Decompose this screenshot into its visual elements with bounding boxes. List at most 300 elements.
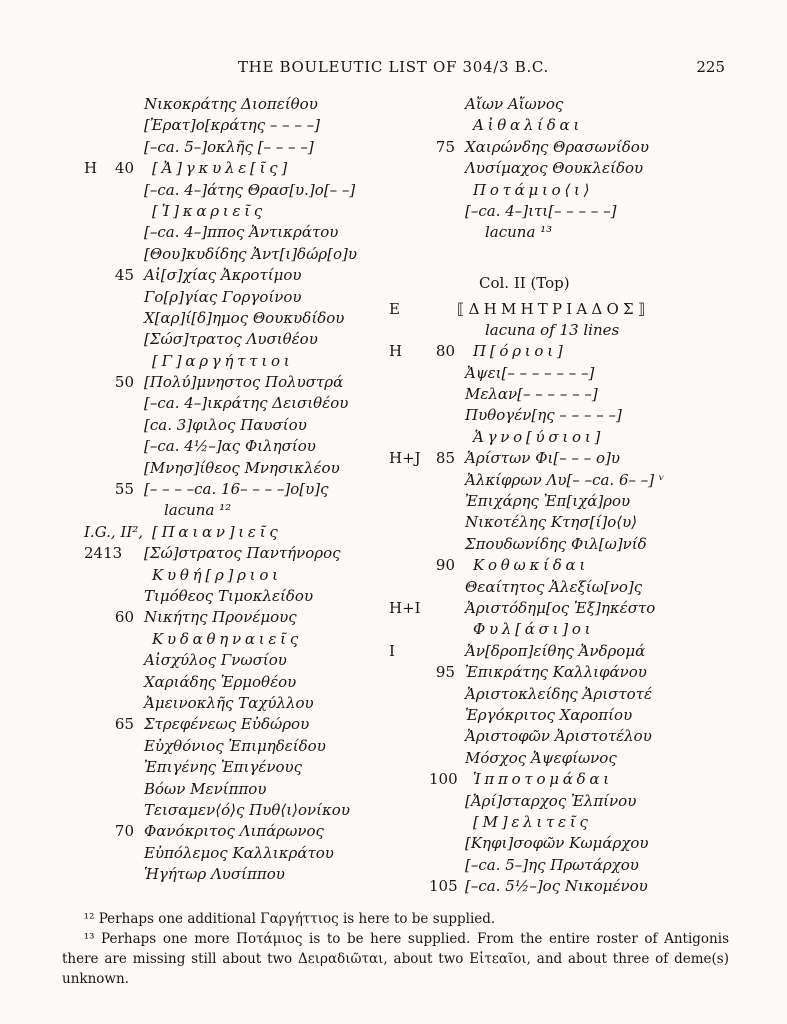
- margin-label: [385, 769, 429, 790]
- margin-label: [385, 684, 429, 705]
- entry-text: [Σώσ]τρατος Λυσιθέου: [144, 330, 318, 349]
- entry-row: [385, 405, 765, 426]
- lacuna-row: [385, 320, 765, 341]
- column-i: [60, 94, 385, 897]
- line-number: [108, 843, 134, 864]
- margin-label: [385, 512, 429, 533]
- entry-text: [Σώ]στρατος Παντήνορος: [144, 544, 341, 563]
- entry-row: [385, 662, 765, 683]
- entry-text: Σπουδωνίδης Φιλ[ω]νίδ: [465, 534, 647, 553]
- deme-heading: Κοθωκίδαι: [473, 556, 590, 575]
- line-number: [429, 180, 455, 201]
- entry-row: [60, 244, 385, 265]
- entry-text: Αἴων Αἴωνος: [465, 95, 564, 113]
- deme-heading-row: [60, 522, 385, 543]
- margin-label: [60, 244, 108, 265]
- line-number: 55: [114, 480, 134, 499]
- entry-text: [ca. 3]φιλος Παυσίου: [144, 415, 307, 434]
- line-number: [429, 512, 455, 533]
- line-number: [108, 115, 134, 136]
- entry-text: [–ca. 5–]οκλῆς [– – – –]: [144, 137, 314, 156]
- margin-label: [60, 736, 108, 757]
- deme-heading: Κυθή[ρ]ριοι: [152, 565, 282, 584]
- entry-text: Ἐργόκριτος Χαροπίου: [465, 705, 633, 724]
- entry-text: Ἀριστοφῶν Ἀριστοτέλου: [465, 727, 652, 746]
- line-number: [108, 415, 134, 436]
- line-number: [108, 436, 134, 457]
- entry-row: [385, 363, 765, 384]
- entry-row: [60, 329, 385, 350]
- line-number: [108, 458, 134, 479]
- entry-text: [Θου]κυδίδης Ἀντ[ι]δώρ[ο]υ: [144, 244, 357, 263]
- margin-label: [385, 470, 429, 491]
- margin-label: [385, 662, 429, 683]
- margin-label: [385, 748, 429, 769]
- entry-text: [Πολύ]μνηστος Πολυστρά: [144, 373, 344, 392]
- entry-text: Ἐπικράτης Καλλιφάνου: [465, 663, 647, 682]
- line-number: [429, 470, 455, 491]
- margin-label: [60, 479, 108, 500]
- line-number: [108, 864, 134, 885]
- column-heading: Col. II (Top): [479, 274, 570, 293]
- entry-row: [385, 201, 765, 222]
- entry-row: [385, 641, 765, 662]
- entry-row: [385, 684, 765, 705]
- line-number: [429, 812, 455, 833]
- entry-row: [385, 726, 765, 747]
- entry-text: Ἀρίστων Φι[– – – ο]υ: [465, 449, 621, 468]
- line-number: [429, 598, 455, 619]
- line-number: [429, 405, 455, 426]
- entry-text: [–ca. 5½–]ος Νικομένου: [465, 877, 648, 896]
- entry-row: [385, 598, 765, 619]
- entry-row: [60, 479, 385, 500]
- entry-text: Εὐχθόνιος Ἐπιμηδείδου: [144, 736, 326, 755]
- margin-label: [385, 791, 429, 812]
- margin-label: [385, 94, 429, 115]
- entry-text: [Μνησ]ίθεος Μνησικλέου: [144, 458, 340, 477]
- entry-text: [–ca. 4–]άτης Θρασ[υ.]ο[– –]: [144, 180, 356, 199]
- entry-row: [60, 843, 385, 864]
- line-number: [429, 299, 455, 320]
- blank-row: [385, 244, 765, 265]
- margin-label: [385, 222, 429, 243]
- footnotes: [0, 897, 787, 989]
- margin-label: [385, 384, 429, 405]
- entry-row: [60, 586, 385, 607]
- line-number: [108, 94, 134, 115]
- entry-text: Αἰσχύλος Γνωσίου: [144, 651, 287, 670]
- margin-label: [385, 320, 429, 341]
- line-number: [108, 757, 134, 778]
- margin-label: [385, 705, 429, 726]
- entry-text: Ἡγήτωρ Λυσίππου: [144, 865, 285, 884]
- margin-label: [385, 534, 429, 555]
- margin-label: [60, 800, 108, 821]
- entry-text: Ἀν[δροπ]είθης Ἀνδρομά: [465, 641, 646, 660]
- entry-row: [60, 607, 385, 628]
- entry-text: [Ἐρατ]ο[κράτης – – – –]: [144, 116, 321, 135]
- entry-text: Ἀψει[– – – – – – –]: [465, 363, 595, 382]
- article-running-title: THE BOULEUTIC LIST OF 304/3 B.C.: [237, 58, 550, 76]
- deme-heading: Φυλ[άσι]οι: [473, 620, 595, 639]
- line-number: [429, 201, 455, 222]
- line-number: 85: [435, 449, 455, 468]
- margin-label: [60, 436, 108, 457]
- entry-text: Τιμόθεος Τιμοκλείδου: [144, 586, 314, 605]
- margin-label: [60, 843, 108, 864]
- margin-label: H: [389, 342, 403, 361]
- entry-row: [385, 534, 765, 555]
- margin-label: I: [389, 641, 395, 660]
- entry-row: [60, 714, 385, 735]
- deme-heading: [Γ]αργήττιοι: [152, 351, 294, 370]
- entry-text: Χαριάδης Ἑρμοθέου: [144, 672, 297, 691]
- margin-label: [60, 586, 108, 607]
- entry-text: Αἰ[σ]χίας Ἀκροτίμου: [144, 266, 302, 285]
- line-number: [108, 222, 134, 243]
- entry-text: [–ca. 4½–]ας Φιλησίου: [144, 437, 316, 456]
- line-number: 70: [114, 822, 134, 841]
- entry-row: [385, 491, 765, 512]
- margin-label: [385, 427, 429, 448]
- line-number: 65: [114, 715, 134, 734]
- line-number: [108, 137, 134, 158]
- line-number: [429, 273, 455, 294]
- deme-heading-row: [385, 341, 765, 362]
- column-heading-row: [385, 273, 765, 294]
- margin-label: [385, 833, 429, 854]
- entry-text: Τεισαμεν⟨ό⟩ς Πυθ⟨ι⟩ονίκου: [144, 800, 350, 819]
- margin-label: E: [389, 299, 400, 318]
- line-number: 90: [435, 556, 455, 575]
- lacuna-note: lacuna of 13 lines: [485, 320, 620, 339]
- entry-text: Λυσίμαχος Θουκλείδου: [465, 159, 644, 178]
- margin-label: [385, 244, 429, 265]
- margin-label: [60, 201, 108, 222]
- entry-row: [60, 287, 385, 308]
- entry-text: Ἀλκίφρων Λυ[– –ca. 6– –] ᵛ: [465, 470, 665, 489]
- line-number: [429, 427, 455, 448]
- entry-text: Νικοτέλης Κτησ[ί]ο⟨υ⟩: [465, 513, 638, 532]
- column-ii: [385, 94, 765, 897]
- line-number: [108, 736, 134, 757]
- deme-heading: [Ἰ]καριεῖς: [152, 201, 267, 220]
- line-number: 50: [114, 373, 134, 392]
- entry-text: Βόων Μενίππου: [144, 779, 267, 798]
- entry-text: [–ca. 4–]ιτι[– – – – –]: [465, 201, 617, 220]
- entry-row: [60, 137, 385, 158]
- entry-row: [385, 705, 765, 726]
- margin-label: [60, 629, 108, 650]
- margin-label: [60, 308, 108, 329]
- entry-text: [–ca. 4–]ππος Ἀντικράτου: [144, 223, 339, 242]
- line-number: [429, 363, 455, 384]
- deme-heading: Ποτάμιο⟨ι⟩: [473, 180, 594, 199]
- margin-label: [60, 864, 108, 885]
- lacuna-note: lacuna ¹³: [485, 223, 553, 242]
- line-number: [429, 115, 455, 136]
- line-number: [108, 693, 134, 714]
- line-number: [429, 641, 455, 662]
- entry-row: [60, 458, 385, 479]
- entry-row: [60, 180, 385, 201]
- margin-label: [60, 137, 108, 158]
- entry-row: [60, 779, 385, 800]
- line-number: [108, 287, 134, 308]
- margin-label: [385, 491, 429, 512]
- margin-label: [385, 201, 429, 222]
- margin-label: [60, 500, 108, 521]
- margin-label: [60, 393, 108, 414]
- entry-text: Ἀριστόδημ[ος Ἐξ]ηκέστο: [465, 598, 656, 617]
- margin-label: [385, 812, 429, 833]
- entry-text: Μελαν[– – – – – –]: [465, 385, 598, 404]
- deme-heading-row: [385, 555, 765, 576]
- margin-label: H: [84, 159, 98, 178]
- entry-row: [385, 94, 765, 115]
- entry-row: [385, 384, 765, 405]
- entry-text: Ἐπιχάρης Ἐπ[ιχά]ρου: [465, 492, 631, 511]
- deme-heading: Αἰθαλίδαι: [473, 116, 584, 135]
- line-number: 40: [114, 159, 134, 178]
- erased-tribe-name: ⟦ΔΗΜΗΤΡΙΑΔΟΣ⟧: [457, 299, 650, 318]
- line-number: [108, 244, 134, 265]
- entry-text: Μόσχος Ἀψεφίωνος: [465, 748, 617, 767]
- entry-row: [385, 791, 765, 812]
- deme-heading-row: [385, 115, 765, 136]
- deme-heading-row: [60, 351, 385, 372]
- line-number: [429, 684, 455, 705]
- margin-label: [60, 650, 108, 671]
- margin-label: [385, 273, 429, 294]
- line-number: [429, 320, 455, 341]
- line-number: [429, 619, 455, 640]
- deme-heading-row: [60, 201, 385, 222]
- entry-text: Φανόκριτος Λιπάρωνος: [144, 822, 324, 841]
- margin-label: [60, 180, 108, 201]
- line-number: [429, 577, 455, 598]
- entry-text: Ἀριστοκλείδης Ἀριστοτέ: [465, 684, 653, 703]
- entry-row: [60, 821, 385, 842]
- deme-heading: [Ἀ]γκυλε[ῖς]: [152, 159, 291, 178]
- lacuna-row: [60, 500, 385, 521]
- line-number: 75: [435, 137, 455, 156]
- inscription-columns: [0, 94, 787, 897]
- margin-label: [385, 158, 429, 179]
- entry-row: [60, 308, 385, 329]
- lacuna-note: lacuna ¹²: [164, 501, 232, 520]
- line-number: [429, 222, 455, 243]
- line-number: 45: [114, 266, 134, 285]
- line-number: 100: [429, 770, 458, 789]
- entry-row: [60, 372, 385, 393]
- entry-row: [385, 748, 765, 769]
- entry-row: [60, 864, 385, 885]
- footnote: ¹³ Perhaps one more Ποτάμιος is to be here supplied. From the entire roster of Antigonis there are missing still about two Δειραδιῶται, about two Εἰτεαῖοι, and about three of deme(s) unknown.: [62, 931, 729, 988]
- line-number: [429, 491, 455, 512]
- entry-text: Γο[ρ]γίας Γοργοίνου: [144, 287, 302, 306]
- entry-text: [– – – –ca. 16– – – –]ο[υ]ς: [144, 480, 329, 499]
- page-header: [0, 0, 787, 77]
- line-number: 95: [435, 663, 455, 682]
- entry-row: [60, 800, 385, 821]
- entry-row: [385, 512, 765, 533]
- line-number: [108, 565, 134, 586]
- entry-text: [–ca. 4–]ικράτης Δεισιθέου: [144, 394, 349, 413]
- margin-label: [60, 329, 108, 350]
- line-number: [108, 543, 134, 564]
- entry-row: [60, 265, 385, 286]
- margin-label: [60, 779, 108, 800]
- line-number: [108, 522, 134, 543]
- margin-label: [60, 351, 108, 372]
- line-number: [429, 726, 455, 747]
- entry-row: [385, 876, 765, 897]
- entry-row: [385, 158, 765, 179]
- margin-label: [60, 265, 108, 286]
- entry-row: [60, 650, 385, 671]
- line-number: 105: [429, 877, 458, 896]
- margin-label: [60, 821, 108, 842]
- margin-label: [385, 555, 429, 576]
- margin-label: [385, 137, 429, 158]
- entry-text: Εὐπόλεμος Καλλικράτου: [144, 843, 334, 862]
- entry-row: [385, 470, 765, 491]
- line-number: [108, 650, 134, 671]
- line-number: [108, 308, 134, 329]
- margin-label: [385, 577, 429, 598]
- line-number: [108, 500, 134, 521]
- line-number: [429, 384, 455, 405]
- line-number: 80: [435, 342, 455, 361]
- margin-label: [60, 94, 108, 115]
- entry-row: [60, 222, 385, 243]
- margin-label: [60, 372, 108, 393]
- margin-label: [60, 672, 108, 693]
- margin-label: [60, 693, 108, 714]
- entry-text: Ἀμεινοκλῆς Ταχύλλου: [144, 693, 314, 712]
- deme-heading: Ἱπποτομάδαι: [473, 770, 613, 789]
- margin-label: [385, 180, 429, 201]
- line-number: [429, 833, 455, 854]
- margin-label: I.G., II²,: [84, 522, 144, 541]
- margin-label: [60, 757, 108, 778]
- entry-row: [385, 833, 765, 854]
- margin-label: [385, 363, 429, 384]
- entry-row: [60, 693, 385, 714]
- line-number: [108, 180, 134, 201]
- entry-row: [60, 757, 385, 778]
- entry-row: [385, 577, 765, 598]
- deme-heading-row: [385, 812, 765, 833]
- entry-row: [60, 94, 385, 115]
- margin-label: [60, 415, 108, 436]
- entry-row: [385, 448, 765, 469]
- line-number: [429, 534, 455, 555]
- margin-label: [60, 222, 108, 243]
- erased-tribe-row: [385, 299, 765, 320]
- entry-row: [60, 115, 385, 136]
- entry-row: [60, 736, 385, 757]
- line-number: [429, 158, 455, 179]
- margin-label: [385, 876, 429, 897]
- entry-row: [60, 436, 385, 457]
- margin-label: [60, 115, 108, 136]
- deme-heading-row: [385, 427, 765, 448]
- page-number: 225: [696, 58, 725, 76]
- margin-label: [385, 619, 429, 640]
- entry-text: Στρεφένεως Εὐδώρου: [144, 715, 310, 734]
- line-number: [108, 779, 134, 800]
- line-number: [108, 393, 134, 414]
- line-number: [108, 672, 134, 693]
- line-number: [108, 629, 134, 650]
- margin-label: H+J: [389, 449, 421, 468]
- entry-text: Χαιρώνδης Θρασωνίδου: [465, 137, 649, 156]
- entry-row: [60, 415, 385, 436]
- deme-heading-row: [60, 158, 385, 179]
- entry-text: Πυθογέν[ης – – – – –]: [465, 406, 622, 425]
- deme-heading: Κυδαθηναιεῖς: [152, 629, 302, 648]
- line-number: [108, 800, 134, 821]
- line-number: [429, 748, 455, 769]
- deme-heading: [Μ]ελιτεῖς: [473, 812, 592, 831]
- entry-row: [385, 855, 765, 876]
- entry-text: Θεαίτητος Ἀλεξίω[νο]ς: [465, 577, 643, 596]
- line-number: [429, 855, 455, 876]
- line-number: [108, 351, 134, 372]
- margin-label: [60, 287, 108, 308]
- entry-text: Χ[αρ]ί[δ]ημος Θουκυδίδου: [144, 308, 345, 327]
- footnote: ¹² Perhaps one additional Γαργήττιος is here to be supplied.: [83, 911, 496, 928]
- deme-heading-row: [60, 565, 385, 586]
- deme-heading-row: [60, 629, 385, 650]
- entry-text: [Ἀρί]σταρχος Ἐλπίνου: [465, 791, 637, 810]
- line-number: 60: [114, 608, 134, 627]
- deme-heading-row: [385, 769, 765, 790]
- margin-label: [60, 607, 108, 628]
- line-number: [429, 244, 455, 265]
- margin-label: [385, 115, 429, 136]
- deme-heading-row: [385, 619, 765, 640]
- line-number: [429, 94, 455, 115]
- margin-label: [385, 855, 429, 876]
- entry-text: Νικήτης Προνέμους: [144, 608, 297, 627]
- entry-row: [60, 393, 385, 414]
- lacuna-row: [385, 222, 765, 243]
- line-number: [429, 791, 455, 812]
- margin-label: [60, 458, 108, 479]
- margin-label: H+I: [389, 598, 421, 617]
- entry-text: [–ca. 5–]ης Πρωτάρχου: [465, 855, 639, 874]
- entry-row: [385, 137, 765, 158]
- entry-row: [60, 543, 385, 564]
- entry-text: [Κηφι]σοφῶν Κωμάρχου: [465, 834, 649, 853]
- deme-heading: Ἁγνο[ύσιοι]: [473, 427, 605, 446]
- line-number: [108, 586, 134, 607]
- margin-label: [60, 565, 108, 586]
- deme-heading-row: [385, 180, 765, 201]
- deme-heading: [Παιαν]ιεῖς: [152, 522, 282, 541]
- line-number: [429, 705, 455, 726]
- entry-row: [60, 672, 385, 693]
- deme-heading: Π[όριοι]: [473, 342, 567, 361]
- margin-label: [385, 405, 429, 426]
- margin-label: 2413: [84, 544, 123, 563]
- entry-text: Ἐπιγένης Ἐπιγένους: [144, 758, 303, 777]
- line-number: [108, 329, 134, 350]
